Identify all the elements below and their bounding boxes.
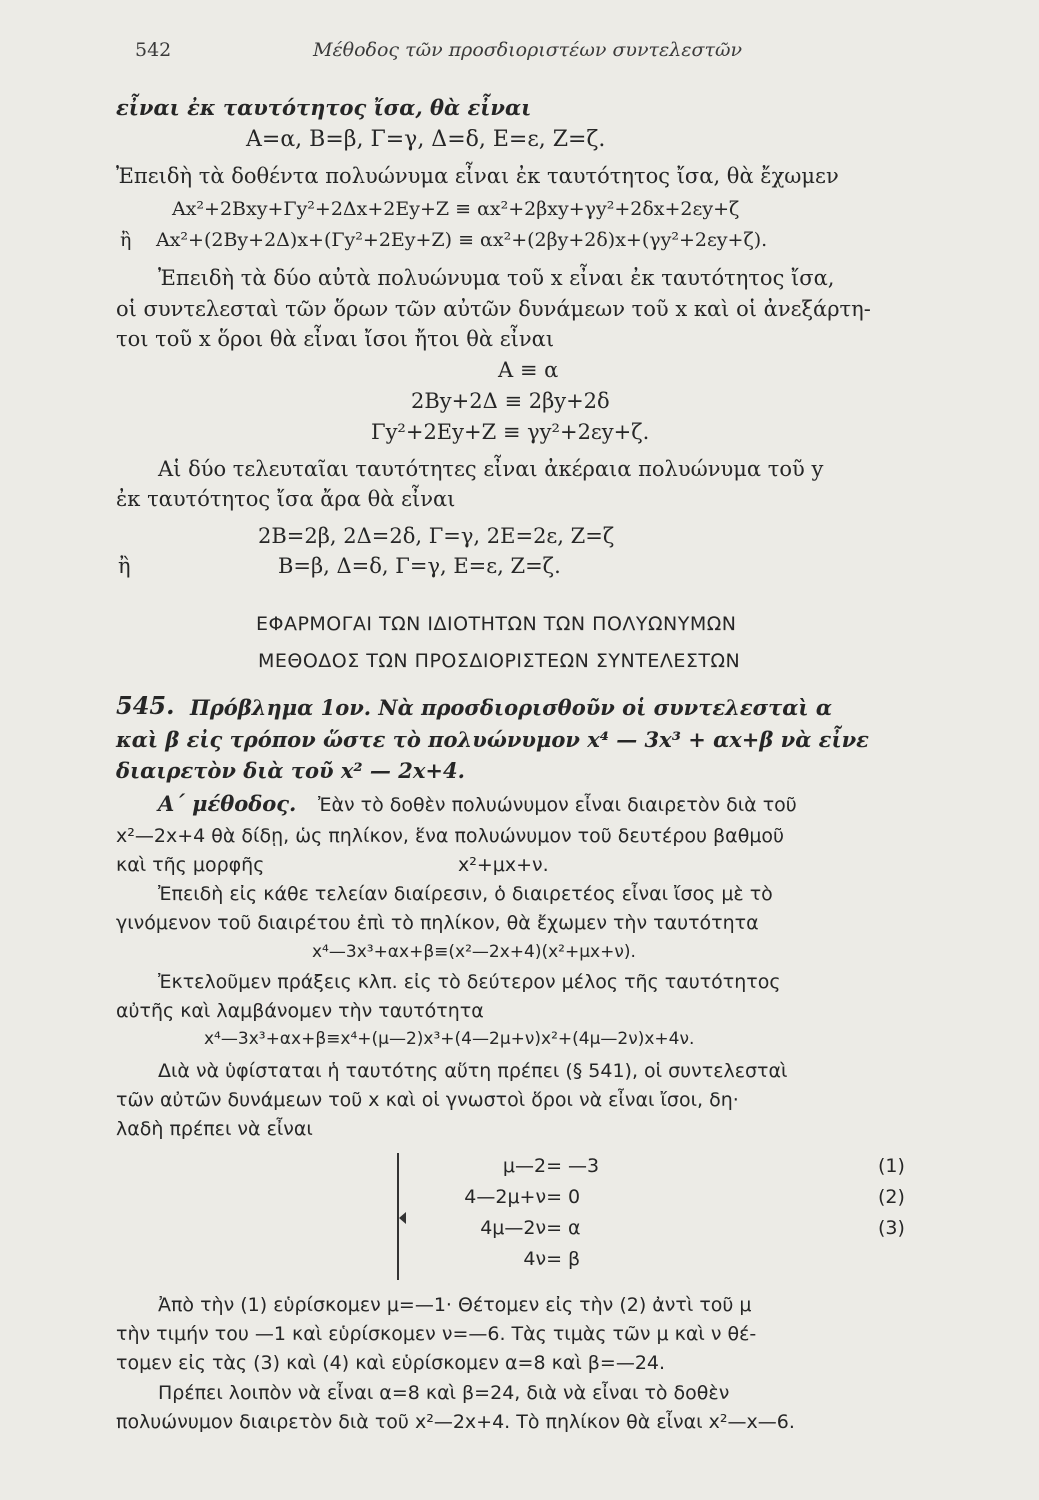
problem-number: 545. xyxy=(116,691,175,720)
proof-equation-3-prefix: ἢ xyxy=(120,229,132,251)
proof-paragraph-2-line-2: οἱ συντελεσταὶ τῶν ὅρων τῶν αὐτῶν δυνάμεων τοῦ x καὶ οἱ ἀνεξάρτη- xyxy=(116,297,871,321)
method-line-2: x²—2x+4 θὰ δίδῃ, ὡς πηλίκον, ἕνα πολυώνυμον τοῦ δευτέρου βαθμοῦ xyxy=(116,825,785,847)
system-row-1-lhs: μ—2= xyxy=(502,1155,562,1177)
system-row-2-lhs: 4—2μ+ν= xyxy=(464,1186,562,1208)
conclusion-line-1: Ἀπὸ τὴν (1) εὑρίσκομεν μ=—1· Θέτομεν εἰς τὴν (2) ἀντὶ τοῦ μ xyxy=(158,1294,752,1316)
conclusion-line-2: τὴν τιμήν του —1 καὶ εὑρίσκομεν ν=—6. Τὰς τιμὰς τῶν μ καὶ ν θέ- xyxy=(116,1323,757,1345)
method-title: Α΄ μέθοδος. xyxy=(158,791,297,816)
method-line-9: τῶν αὐτῶν δυνάμεων τοῦ x καὶ οἱ γνωστοὶ ὅροι νὰ εἶναι ἴσοι, δη· xyxy=(116,1089,739,1111)
method-line-6: Ἐκτελοῦμεν πράξεις κλπ. εἰς τὸ δεύτερον μέλος τῆς ταυτότητος xyxy=(158,971,781,993)
proof-equation-1: A=α, B=β, Γ=γ, Δ=δ, E=ε, Z=ζ. xyxy=(246,127,606,152)
method-line-7: αὐτῆς καὶ λαμβάνομεν τὴν ταυτότητα xyxy=(116,1000,484,1022)
proof-line-2: Ἐπειδὴ τὰ δοθέντα πολυώνυμα εἶναι ἐκ ταυτότητος ἴσα, θὰ ἔχωμεν xyxy=(116,164,839,188)
method-line-1: Ἐὰν τὸ δοθὲν πολυώνυμον εἶναι διαιρετὸν διὰ τοῦ xyxy=(318,794,797,816)
proof-paragraph-2-line-3: τοι τοῦ x ὅροι θὰ εἶναι ἴσοι ἤτοι θὰ εἶναι xyxy=(116,327,555,351)
problem-line-1: Πρόβλημα 1ον. Νὰ προσδιορισθοῦν οἱ συντελεσταὶ α xyxy=(190,695,833,720)
system-row-4-rhs: β xyxy=(568,1248,581,1270)
method-line-3: καὶ τῆς μορφῆς xyxy=(116,854,265,876)
system-row-1-label: (1) xyxy=(878,1155,905,1177)
section-heading-1: ΕΦΑΡΜΟΓΑΙ ΤΩΝ ΙΔΙΟΤΗΤΩΝ ΤΩΝ ΠΟΛΥΩΝΥΜΩΝ xyxy=(256,613,737,635)
system-row-1-rhs: —3 xyxy=(568,1155,600,1177)
problem-line-2: καὶ β εἰς τρόπον ὥστε τὸ πολυώνυμον x⁴ — 3x³ + αx+β νὰ εἶνε xyxy=(116,727,869,752)
system-row-3-label: (3) xyxy=(878,1217,905,1239)
method-equation-2: x⁴—3x³+αx+β≡x⁴+(μ—2)x³+(4—2μ+ν)x²+(4μ—2ν)x+4ν. xyxy=(204,1029,695,1049)
system-brace-tip xyxy=(399,1212,406,1224)
proof-equation-2: Ax²+2Bxy+Γy²+2Δx+2Ey+Z ≡ αx²+2βxy+γy²+2δx+2εy+ζ xyxy=(172,198,740,220)
method-line-8: Διὰ νὰ ὑφίσταται ἡ ταυτότης αὕτη πρέπει (§ 541), οἱ συντελεσταὶ xyxy=(158,1060,788,1082)
running-title: Μέθοδος τῶν προσδιοριστέων συντελεστῶν xyxy=(313,39,742,61)
proof-equation-7: 2B=2β, 2Δ=2δ, Γ=γ, 2E=2ε, Z=ζ xyxy=(258,524,615,548)
conclusion-line-4: Πρέπει λοιπὸν νὰ εἶναι α=8 καὶ β=24, διὰ νὰ εἶναι τὸ δοθὲν xyxy=(158,1382,730,1404)
proof-equation-8: B=β, Δ=δ, Γ=γ, E=ε, Z=ζ. xyxy=(278,554,561,578)
proof-paragraph-2-line-1: Ἐπειδὴ τὰ δύο αὐτὰ πολυώνυμα τοῦ x εἶναι ἐκ ταυτότητος ἴσα, xyxy=(158,266,835,290)
method-equation-1: x⁴—3x³+αx+β≡(x²—2x+4)(x²+μx+ν). xyxy=(312,942,636,962)
system-row-2-rhs: 0 xyxy=(568,1186,581,1208)
page-number: 542 xyxy=(135,39,172,61)
proof-line-1: εἶναι ἐκ ταυτότητος ἴσα, θὰ εἶναι xyxy=(116,95,532,120)
section-heading-2: ΜΕΘΟΔΟΣ ΤΩΝ ΠΡΟΣΔΙΟΡΙΣΤΕΩΝ ΣΥΝΤΕΛΕΣΤΩΝ xyxy=(258,650,741,672)
system-row-2-label: (2) xyxy=(878,1186,905,1208)
proof-paragraph-3-line-2: ἐκ ταυτότητος ἴσα ἄρα θὰ εἶναι xyxy=(116,487,456,511)
proof-equation-6: Γy²+2Ey+Z ≡ γy²+2εy+ζ. xyxy=(371,420,650,444)
system-row-3-rhs: α xyxy=(568,1217,581,1239)
proof-paragraph-3-line-1: Αἱ δύο τελευταῖαι ταυτότητες εἶναι ἀκέραια πολυώνυμα τοῦ y xyxy=(158,457,824,481)
proof-equation-4: A ≡ α xyxy=(498,358,559,382)
method-line-10: λαδὴ πρέπει νὰ εἶναι xyxy=(116,1118,313,1140)
proof-equation-8-prefix: ἢ xyxy=(118,554,131,578)
method-line-4: Ἐπειδὴ εἰς κάθε τελείαν διαίρεσιν, ὁ διαιρετέος εἶναι ἴσος μὲ τὸ xyxy=(158,883,773,905)
conclusion-line-3: τομεν εἰς τὰς (3) καὶ (4) καὶ εὑρίσκομεν α=8 καὶ β=—24. xyxy=(116,1352,666,1374)
problem-line-3: διαιρετὸν διὰ τοῦ x² — 2x+4. xyxy=(116,758,465,783)
conclusion-line-5: πολυώνυμον διαιρετὸν διὰ τοῦ x²—2x+4. Τὸ πηλίκον θὰ εἶναι x²—x—6. xyxy=(116,1411,795,1433)
system-row-3-lhs: 4μ—2ν= xyxy=(480,1217,562,1239)
method-line-3-expression: x²+μx+ν. xyxy=(458,854,549,876)
proof-equation-5: 2By+2Δ ≡ 2βy+2δ xyxy=(411,389,610,413)
method-line-5: γινόμενον τοῦ διαιρέτου ἐπὶ τὸ πηλίκον, θὰ ἔχωμεν τὴν ταυτότητα xyxy=(116,912,759,934)
system-row-4-lhs: 4ν= xyxy=(523,1248,562,1270)
proof-equation-3: Ax²+(2By+2Δ)x+(Γy²+2Ey+Z) ≡ αx²+(2βy+2δ)x+(γy²+2εy+ζ). xyxy=(156,229,768,251)
